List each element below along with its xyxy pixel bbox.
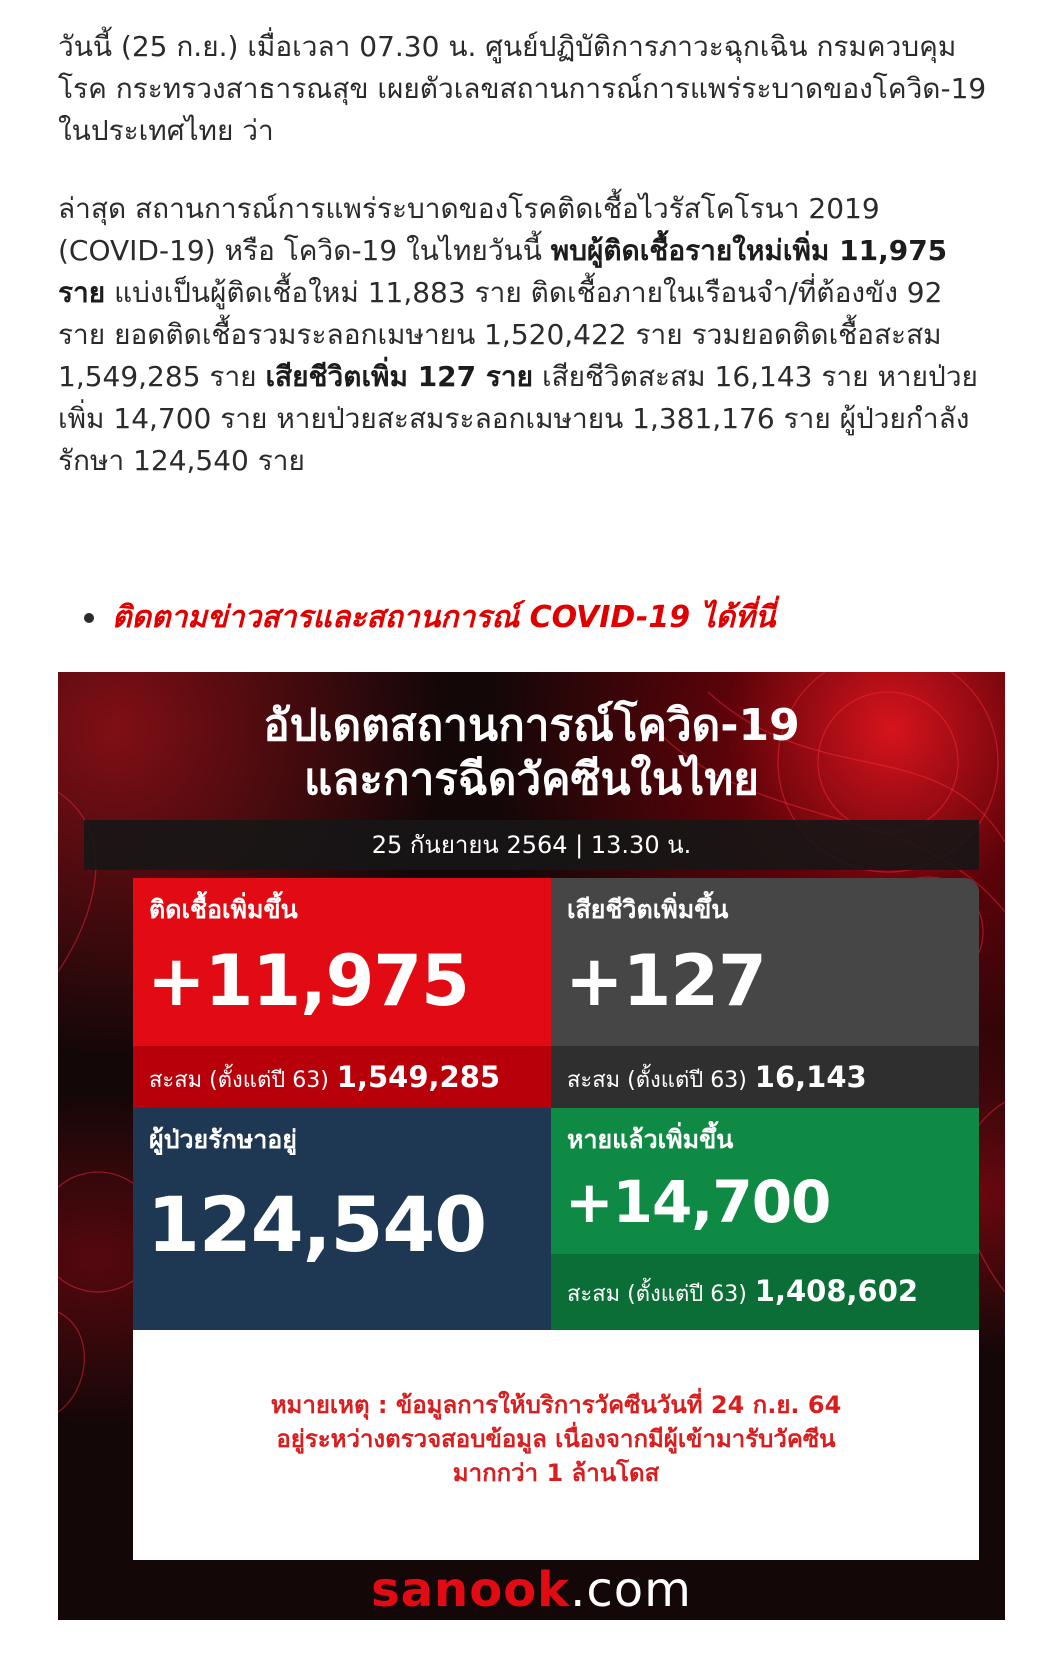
summary-text-3: เสียชีวิตสะสม 16,143 ราย หายป่วยเพิ่ม 14,700 ราย หายป่วยสะสมระลอกเมษายน 1,381,176 ราย ผู้ป่วยกำลังรักษา 124,540 ราย [58,360,978,477]
deaths-label: เสียชีวิตเพิ่มขึ้น [567,895,729,924]
infected-acc-label: สะสม (ตั้งแต่ปี 63) [149,1068,329,1093]
deaths-acc-value: 16,143 [754,1060,867,1094]
infected-label: ติดเชื้อเพิ่มขึ้น [149,895,298,924]
summary-text-1: ล่าสุด สถานการณ์การแพร่ระบาดของโรคติดเชื้อไวรัสโคโรนา 2019 (COVID-19) หรือ โควิด-19 ในไทยวันนี้ [58,192,880,267]
note-line-2: อยู่ระหว่างตรวจสอบข้อมูล เนื่องจากมีผู้เข้ามารับวัคซีน [276,1425,836,1453]
intro-paragraph: วันนี้ (25 ก.ย.) เมื่อเวลา 07.30 น. ศูนย์ปฏิบัติการภาวะฉุกเฉิน กรมควบคุมโรค กระทรวงสาธารณสุข เผยตัวเลขสถานการณ์การแพร่ระบาดของโควิด-19 ในประเทศไทย ว่า [58,30,987,147]
recovered-value: +14,700 [565,1168,831,1236]
sanook-logo [58,1560,1005,1620]
recovered-acc-value: 1,408,602 [754,1274,919,1308]
deaths-value: +127 [565,940,766,1022]
infected-value: +11,975 [147,940,469,1022]
infected-acc-value: 1,549,285 [336,1060,501,1094]
recovered-label: หายแล้วเพิ่มขึ้น [567,1125,734,1154]
deaths-acc-label: สะสม (ตั้งแต่ปี 63) [567,1068,747,1093]
treating-panel [133,1108,551,1330]
new-cases-highlight: พบผู้ติดเชื้อรายใหม่เพิ่ม 11,975 ราย [58,234,948,309]
infographic-date: 25 กันยายน 2564 | 13.30 น. [84,820,979,870]
infected-accumulated [133,1046,551,1108]
note-line-1: หมายเหตุ : ข้อมูลการให้บริการวัคซีนวันที่ 24 ก.ย. 64 [270,1391,842,1419]
bullet-dot-icon [84,613,94,623]
note-line-3: มากกว่า 1 ล้านโดส [452,1459,660,1487]
summary-text-2: แบ่งเป็นผู้ติดเชื้อใหม่ 11,883 ราย ติดเชื้อภายในเรือนจำ/ที่ต้องขัง 92 ราย ยอดติดเชื้อรวมระลอกเมษายน 1,520,422 ราย รวมยอดติดเชื้อสะสม 1,549,285 ราย [58,276,943,393]
infographic-title-line1: อัปเดตสถานการณ์โควิด-19 [263,700,800,751]
treating-value: 124,540 [147,1180,487,1269]
summary-paragraph [58,188,998,482]
covid-news-link[interactable]: ติดตามข่าวสารและสถานการณ์ COVID-19 ได้ที่นี่ [112,600,776,635]
deaths-panel [551,878,979,1046]
logo-part-1: sanook [371,1562,571,1618]
infographic-title-line2: และการฉีดวัคซีนในไทย [303,754,760,805]
article-body [58,26,998,482]
vaccine-note-panel [133,1330,979,1560]
deaths-highlight: เสียชีวิตเพิ่ม 127 ราย [265,360,534,393]
covid-update-infographic [58,672,1005,1620]
recovered-panel [551,1108,979,1254]
recovered-accumulated [551,1254,979,1330]
deaths-accumulated [551,1046,979,1108]
vaccine-note [133,1388,979,1490]
covid-news-bullet [84,594,775,641]
treating-label: ผู้ป่วยรักษาอยู่ [149,1125,297,1154]
recovered-acc-label: สะสม (ตั้งแต่ปี 63) [567,1282,747,1307]
logo-part-2: .com [570,1562,692,1618]
infected-panel [133,878,551,1046]
